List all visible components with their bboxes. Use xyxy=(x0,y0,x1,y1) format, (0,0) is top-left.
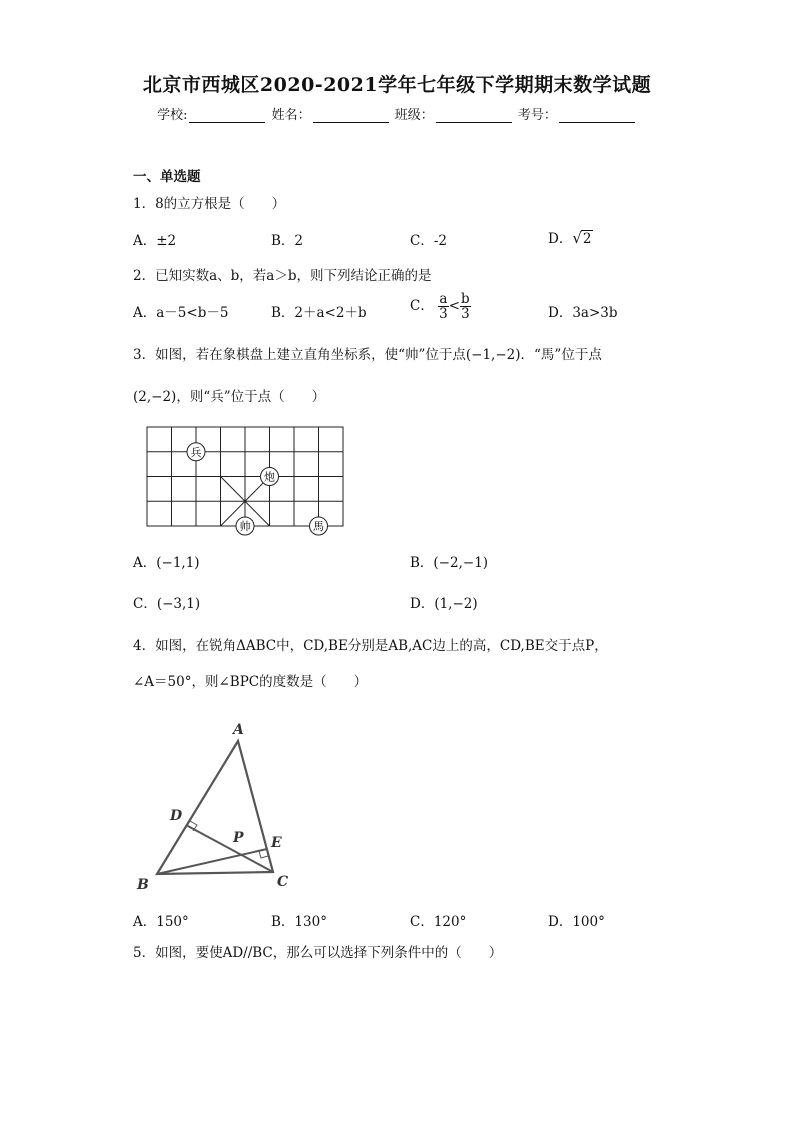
svg-text:馬: 馬 xyxy=(313,520,324,533)
q1-option-d-prefix: D． xyxy=(548,231,573,247)
student-info-line xyxy=(0,104,794,123)
class-label: 班级： xyxy=(394,108,434,123)
page-title: 北京市西城区2020-2021学年七年级下学期期末数学试题 xyxy=(142,74,652,96)
name-label: 姓名： xyxy=(271,108,311,123)
q1-option-d: D．√2 xyxy=(548,229,592,247)
q1-stem: 1．8的立方根是（ ） xyxy=(133,196,286,212)
q3-option-d: D．(1,−2) xyxy=(410,596,478,612)
q3-stem-line2: (2,−2)，则“兵”位于点（ ） xyxy=(133,389,326,405)
q1-option-d-radicand: 2 xyxy=(582,231,592,247)
svg-text:炮: 炮 xyxy=(264,470,275,484)
q2-stem: 2．已知实数a、b，若a＞b，则下列结论正确的是 xyxy=(133,268,432,284)
q2-option-a: A．a－5<b－5 xyxy=(133,305,229,321)
exam-no-blank xyxy=(559,110,635,123)
piece-bing xyxy=(187,443,205,461)
label-b: B xyxy=(137,877,149,893)
q2-less-than: < xyxy=(448,298,461,314)
piece-pao xyxy=(261,468,279,486)
section-title: 一、单选题 xyxy=(133,169,201,185)
svg-text:帅: 帅 xyxy=(239,520,251,533)
q2-option-b: B．2＋a<2＋b xyxy=(271,305,367,321)
svg-text:兵: 兵 xyxy=(190,446,202,459)
label-c: C xyxy=(277,874,289,890)
chessboard-figure xyxy=(140,420,350,540)
q1-option-a: A．±2 xyxy=(133,233,177,249)
school-label: 学校: xyxy=(157,108,188,123)
school-blank xyxy=(189,110,265,123)
q2-option-c xyxy=(410,292,471,321)
triangle-figure xyxy=(130,712,310,897)
q2-fraction-a: $\frac{a}{3}$ xyxy=(439,291,448,322)
q4-option-c: C．120° xyxy=(410,914,467,930)
label-d: D xyxy=(170,808,183,824)
label-e: E xyxy=(271,835,282,851)
class-blank xyxy=(436,110,512,123)
q4-stem-line1: 4．如图，在锐角ΔABC中，CD,BE分别是AB,AC边上的高，CD,BE交于点P， xyxy=(133,638,608,654)
q4-option-b: B．130° xyxy=(271,914,327,930)
q3-option-c: C．(−3,1) xyxy=(133,596,201,612)
q3-option-b: B．(−2,−1) xyxy=(410,555,489,571)
q2-option-d: D．3a>3b xyxy=(548,305,618,321)
q5-stem: 5．如图，要使AD//BC，那么可以选择下列条件中的（ ） xyxy=(133,945,503,961)
q4-stem-line2: ∠A＝50°，则∠BPC的度数是（ ） xyxy=(133,674,368,690)
name-blank xyxy=(313,110,389,123)
q1-option-b: B．2 xyxy=(271,233,304,249)
label-a: A xyxy=(233,722,244,738)
q3-stem-line1: 3．如图，若在象棋盘上建立直角坐标系，使“帅”位于点(−1,−2)．“馬”位于点 xyxy=(133,347,602,363)
q1-option-c: C．-2 xyxy=(410,233,447,249)
q4-option-d: D．100° xyxy=(548,914,605,930)
altitudes xyxy=(157,825,273,874)
q2-fraction-b: $\frac{b}{3}$ xyxy=(461,291,470,322)
q2-option-c-prefix: C． xyxy=(410,298,434,314)
q3-option-a: A．(−1,1) xyxy=(133,555,200,571)
piece-shuai xyxy=(236,517,254,535)
q4-option-a: A．150° xyxy=(133,914,189,930)
altitude-be xyxy=(157,849,267,874)
chessboard-grid xyxy=(147,427,343,526)
label-p: P xyxy=(233,830,244,846)
piece-ma xyxy=(310,517,328,535)
exam-no-label: 考号： xyxy=(517,108,557,123)
